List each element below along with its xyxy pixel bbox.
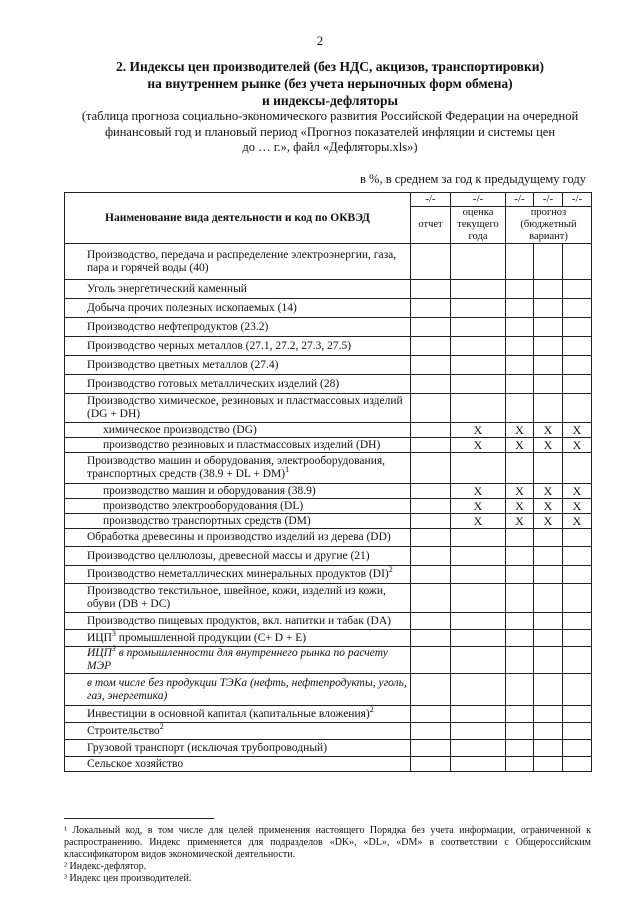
value-cell <box>411 484 451 499</box>
value-cell <box>563 356 592 375</box>
value-cell <box>534 318 563 337</box>
not-applicable-mark: X <box>451 438 506 453</box>
value-cell <box>411 706 451 723</box>
value-cell <box>506 394 534 423</box>
table-row <box>65 356 592 375</box>
value-cell <box>451 566 506 584</box>
value-cell <box>506 453 534 484</box>
not-applicable-mark: X <box>563 438 592 453</box>
value-cell <box>451 356 506 375</box>
value-cell <box>451 375 506 394</box>
value-cell <box>411 584 451 613</box>
subtitle-line: до … г.», файл «Дефляторы.xls») <box>242 140 418 154</box>
value-cell <box>506 375 534 394</box>
row-name-text: Производство черных металлов (27.1, 27.2, 27.3, 27.5) <box>87 339 352 352</box>
not-applicable-mark: X <box>506 484 534 499</box>
value-cell <box>563 674 592 706</box>
value-cell <box>534 337 563 356</box>
table-row <box>65 484 592 499</box>
value-cell <box>534 706 563 723</box>
page-number: 2 <box>316 33 324 48</box>
value-cell <box>411 438 451 453</box>
value-cell <box>506 244 534 280</box>
value-cell <box>451 613 506 630</box>
not-applicable-mark: X <box>534 423 563 438</box>
value-cell <box>451 244 506 280</box>
value-cell <box>563 299 592 318</box>
row-name-text: химическое производство (DG) <box>103 423 257 436</box>
not-applicable-mark: X <box>534 499 563 514</box>
not-applicable-mark: X <box>563 423 592 438</box>
value-cell <box>506 757 534 772</box>
year-placeholder: -/- <box>411 193 451 207</box>
table-row <box>65 423 592 438</box>
row-name-text: Грузовой транспорт (исключая трубопроводный) <box>87 741 328 754</box>
table-row <box>65 740 592 757</box>
not-applicable-mark: X <box>534 484 563 499</box>
value-cell <box>451 299 506 318</box>
title-line: на внутреннем рынке (без учета нерыночных форм обмена) <box>147 76 513 91</box>
not-applicable-mark: X <box>534 438 563 453</box>
column-header-name: Наименование вида деятельности и код по ОКВЭД <box>65 193 411 244</box>
row-name-text: Уголь энергетический каменный <box>87 282 247 295</box>
value-cell <box>451 723 506 740</box>
footnote: ² Индекс-дефлятор. <box>64 861 147 872</box>
table-row <box>65 613 592 630</box>
value-cell <box>563 280 592 299</box>
value-cell <box>451 394 506 423</box>
table-row <box>65 566 592 584</box>
value-cell <box>534 566 563 584</box>
section-subtitle <box>60 109 600 156</box>
table-row <box>65 453 592 484</box>
year-placeholder: -/- <box>451 193 506 207</box>
value-cell <box>506 337 534 356</box>
value-cell <box>506 674 534 706</box>
value-cell <box>506 630 534 647</box>
value-cell <box>411 280 451 299</box>
value-cell <box>411 566 451 584</box>
table-row <box>65 244 592 280</box>
value-cell <box>534 674 563 706</box>
not-applicable-mark: X <box>451 484 506 499</box>
value-cell <box>534 757 563 772</box>
value-cell <box>506 740 534 757</box>
value-cell <box>534 453 563 484</box>
footnote-marker: 2 <box>388 565 393 575</box>
row-name-text: Обработка древесины и производство изделий из дерева (DD) <box>87 531 391 543</box>
table-body <box>65 244 592 772</box>
row-name-text: Производство пищевых продуктов, вкл. напитки и табак (DA) <box>87 614 391 627</box>
footnotes <box>64 825 591 885</box>
title-line: 2. Индексы цен производителей (без НДС, акцизов, транспортировки) <box>115 59 544 74</box>
year-placeholder: -/- <box>506 193 534 207</box>
value-cell <box>563 740 592 757</box>
column-header-forecast: прогноз (бюджетный вариант) <box>506 207 592 244</box>
value-cell <box>534 299 563 318</box>
table-row <box>65 318 592 337</box>
row-name <box>65 757 411 772</box>
value-cell <box>534 723 563 740</box>
table-row <box>65 337 592 356</box>
value-cell <box>506 566 534 584</box>
value-cell <box>451 584 506 613</box>
value-cell <box>534 547 563 566</box>
row-name <box>65 529 411 547</box>
value-cell <box>411 547 451 566</box>
row-name-text: ИЦП <box>87 647 112 659</box>
value-cell <box>506 584 534 613</box>
value-cell <box>451 630 506 647</box>
row-name <box>65 723 411 740</box>
table-row <box>65 647 592 674</box>
value-cell <box>411 394 451 423</box>
value-cell <box>411 337 451 356</box>
row-name <box>65 514 411 529</box>
row-name <box>65 674 411 706</box>
value-cell <box>534 244 563 280</box>
value-cell <box>506 280 534 299</box>
value-cell <box>563 453 592 484</box>
value-cell <box>506 706 534 723</box>
value-cell <box>534 613 563 630</box>
row-name <box>65 453 411 484</box>
value-cell <box>451 453 506 484</box>
value-cell <box>451 547 506 566</box>
value-cell <box>411 299 451 318</box>
value-cell <box>563 613 592 630</box>
row-name-text: производство транспортных средств (DM) <box>103 514 311 527</box>
value-cell <box>506 356 534 375</box>
table-row <box>65 584 592 613</box>
footnote-marker: 3 <box>111 644 116 654</box>
value-cell <box>451 529 506 547</box>
row-name <box>65 484 411 499</box>
value-cell <box>563 706 592 723</box>
value-cell <box>411 423 451 438</box>
row-name <box>65 337 411 356</box>
row-name <box>65 613 411 630</box>
row-name <box>65 438 411 453</box>
value-cell <box>506 529 534 547</box>
value-cell <box>411 613 451 630</box>
not-applicable-mark: X <box>506 499 534 514</box>
row-name <box>65 630 411 647</box>
value-cell <box>411 529 451 547</box>
year-placeholder: -/- <box>563 193 592 207</box>
value-cell <box>563 529 592 547</box>
row-name-text: производство машин и оборудования (38.9) <box>103 484 316 497</box>
row-name <box>65 740 411 757</box>
value-cell <box>563 547 592 566</box>
row-name-text: Производство неметаллических минеральных продуктов (DI) <box>87 568 389 580</box>
value-cell <box>563 630 592 647</box>
row-name <box>65 299 411 318</box>
value-cell <box>563 584 592 613</box>
footnote: ³ Индекс цен производителей. <box>64 873 192 884</box>
column-header-report: отчет <box>411 207 451 244</box>
title-line: и индексы-дефляторы <box>261 93 399 108</box>
value-cell <box>563 244 592 280</box>
value-cell <box>411 318 451 337</box>
value-cell <box>411 740 451 757</box>
row-name-text: Производство машин и оборудования, электрооборудования, транспортных средств (38.9 + DL + DM) <box>87 455 386 480</box>
row-name-text: Сельское хозяйство <box>87 757 184 770</box>
value-cell <box>506 318 534 337</box>
value-cell <box>451 674 506 706</box>
footnote-marker: 2 <box>369 704 374 714</box>
value-cell <box>451 740 506 757</box>
value-cell <box>411 514 451 529</box>
footnote-marker: 3 <box>111 628 116 638</box>
row-name-text: Производство нефтепродуктов (23.2) <box>87 320 269 333</box>
value-cell <box>411 375 451 394</box>
column-header-estimate: оценка текущего года <box>451 207 506 244</box>
value-cell <box>534 584 563 613</box>
table-row <box>65 547 592 566</box>
value-cell <box>411 453 451 484</box>
not-applicable-mark: X <box>451 499 506 514</box>
row-name-suffix: промышленной продукции (C+ D + E) <box>115 631 307 644</box>
table-row <box>65 299 592 318</box>
row-name <box>65 584 411 613</box>
row-name-text: Производство цветных металлов (27.4) <box>87 358 279 371</box>
row-name-text: производство электрооборудования (DL) <box>103 499 304 512</box>
not-applicable-mark: X <box>451 423 506 438</box>
row-name <box>65 280 411 299</box>
value-cell <box>534 280 563 299</box>
row-name-text: Производство готовых металлических изделий (28) <box>87 377 340 390</box>
not-applicable-mark: X <box>506 514 534 529</box>
value-cell <box>534 394 563 423</box>
value-cell <box>411 356 451 375</box>
value-cell <box>534 647 563 674</box>
table-row <box>65 723 592 740</box>
row-name <box>65 706 411 723</box>
not-applicable-mark: X <box>506 438 534 453</box>
value-cell <box>563 723 592 740</box>
value-cell <box>451 647 506 674</box>
not-applicable-mark: X <box>563 514 592 529</box>
row-name-text: Производство целлюлозы, древесной массы и другие (21) <box>87 549 370 562</box>
value-cell <box>451 337 506 356</box>
value-cell <box>563 647 592 674</box>
value-cell <box>411 723 451 740</box>
value-cell <box>411 244 451 280</box>
table-row <box>65 499 592 514</box>
value-cell <box>563 337 592 356</box>
not-applicable-mark: X <box>563 499 592 514</box>
table-row <box>65 757 592 772</box>
table-row <box>65 674 592 706</box>
footnote: ¹ Локальный код, в том числе для целей применения настоящего Порядка без учета информации, ограниченной к распространению. Индекс применяется для подразделов «DK», «DL», «DM» в соответствии с Общероссийским классификатором видов экономической деятельности. <box>64 825 591 860</box>
value-cell <box>411 630 451 647</box>
not-applicable-mark: X <box>563 484 592 499</box>
header-row-years <box>65 193 592 207</box>
units-note: в %, в среднем за год к предыдущему году <box>360 172 586 186</box>
value-cell <box>563 566 592 584</box>
footnote-marker: 2 <box>159 721 164 731</box>
table-row <box>65 280 592 299</box>
value-cell <box>451 757 506 772</box>
table-row <box>65 706 592 723</box>
row-name-text: в том числе без продукции ТЭКа (нефть, нефтепродукты, уголь, газ, энергетика) <box>87 676 407 702</box>
value-cell <box>506 613 534 630</box>
value-cell <box>534 740 563 757</box>
not-applicable-mark: X <box>534 514 563 529</box>
row-name <box>65 394 411 423</box>
value-cell <box>534 375 563 394</box>
table-row <box>65 394 592 423</box>
value-cell <box>451 706 506 723</box>
value-cell <box>411 499 451 514</box>
row-name <box>65 499 411 514</box>
subtitle-line: финансовый год и плановый период «Прогноз показателей инфляции и системы цен <box>104 124 556 139</box>
row-name-text: Производство химическое, резиновых и пластмассовых изделий (DG + DH) <box>87 395 403 420</box>
row-name-text: производство резиновых и пластмассовых изделий (DH) <box>103 438 381 451</box>
value-cell <box>451 280 506 299</box>
table-row <box>65 375 592 394</box>
table-row <box>65 438 592 453</box>
row-name-suffix: в промышленности для внутреннего рынка по расчету МЭР <box>87 647 388 672</box>
row-name <box>65 423 411 438</box>
value-cell <box>563 318 592 337</box>
value-cell <box>563 375 592 394</box>
row-name <box>65 318 411 337</box>
row-name-text: Строительство <box>87 724 160 737</box>
value-cell <box>506 647 534 674</box>
value-cell <box>534 529 563 547</box>
year-placeholder: -/- <box>534 193 563 207</box>
footnote-marker: 1 <box>285 465 290 475</box>
price-index-table <box>64 192 592 772</box>
row-name-text: Инвестиции в основной капитал (капитальные вложения) <box>87 707 370 720</box>
row-name-text: Производство текстильное, швейное, кожи, изделий из кожи, обуви (DB + DC) <box>87 585 386 610</box>
row-name <box>65 244 411 280</box>
value-cell <box>534 356 563 375</box>
value-cell <box>563 394 592 423</box>
row-name <box>65 375 411 394</box>
row-name <box>65 644 411 674</box>
table-row <box>65 514 592 529</box>
not-applicable-mark: X <box>451 514 506 529</box>
value-cell <box>563 757 592 772</box>
row-name-text: Производство, передача и распределение электроэнергии, газа, пара и горячей воды (40) <box>87 248 397 274</box>
value-cell <box>411 674 451 706</box>
footnote-divider <box>64 818 214 819</box>
row-name <box>65 356 411 375</box>
value-cell <box>411 757 451 772</box>
row-name-text: ИЦП <box>87 631 112 644</box>
value-cell <box>506 547 534 566</box>
value-cell <box>506 299 534 318</box>
table-row <box>65 630 592 647</box>
value-cell <box>411 647 451 674</box>
not-applicable-mark: X <box>506 423 534 438</box>
section-title <box>60 58 600 109</box>
table-row <box>65 529 592 547</box>
row-name <box>65 566 411 584</box>
value-cell <box>506 723 534 740</box>
row-name-text: Добыча прочих полезных ископаемых (14) <box>87 301 297 314</box>
value-cell <box>534 630 563 647</box>
row-name <box>65 547 411 566</box>
subtitle-line: (таблица прогноза социально-экономического развития Российской Федерации на очередной <box>81 109 579 123</box>
value-cell <box>451 318 506 337</box>
